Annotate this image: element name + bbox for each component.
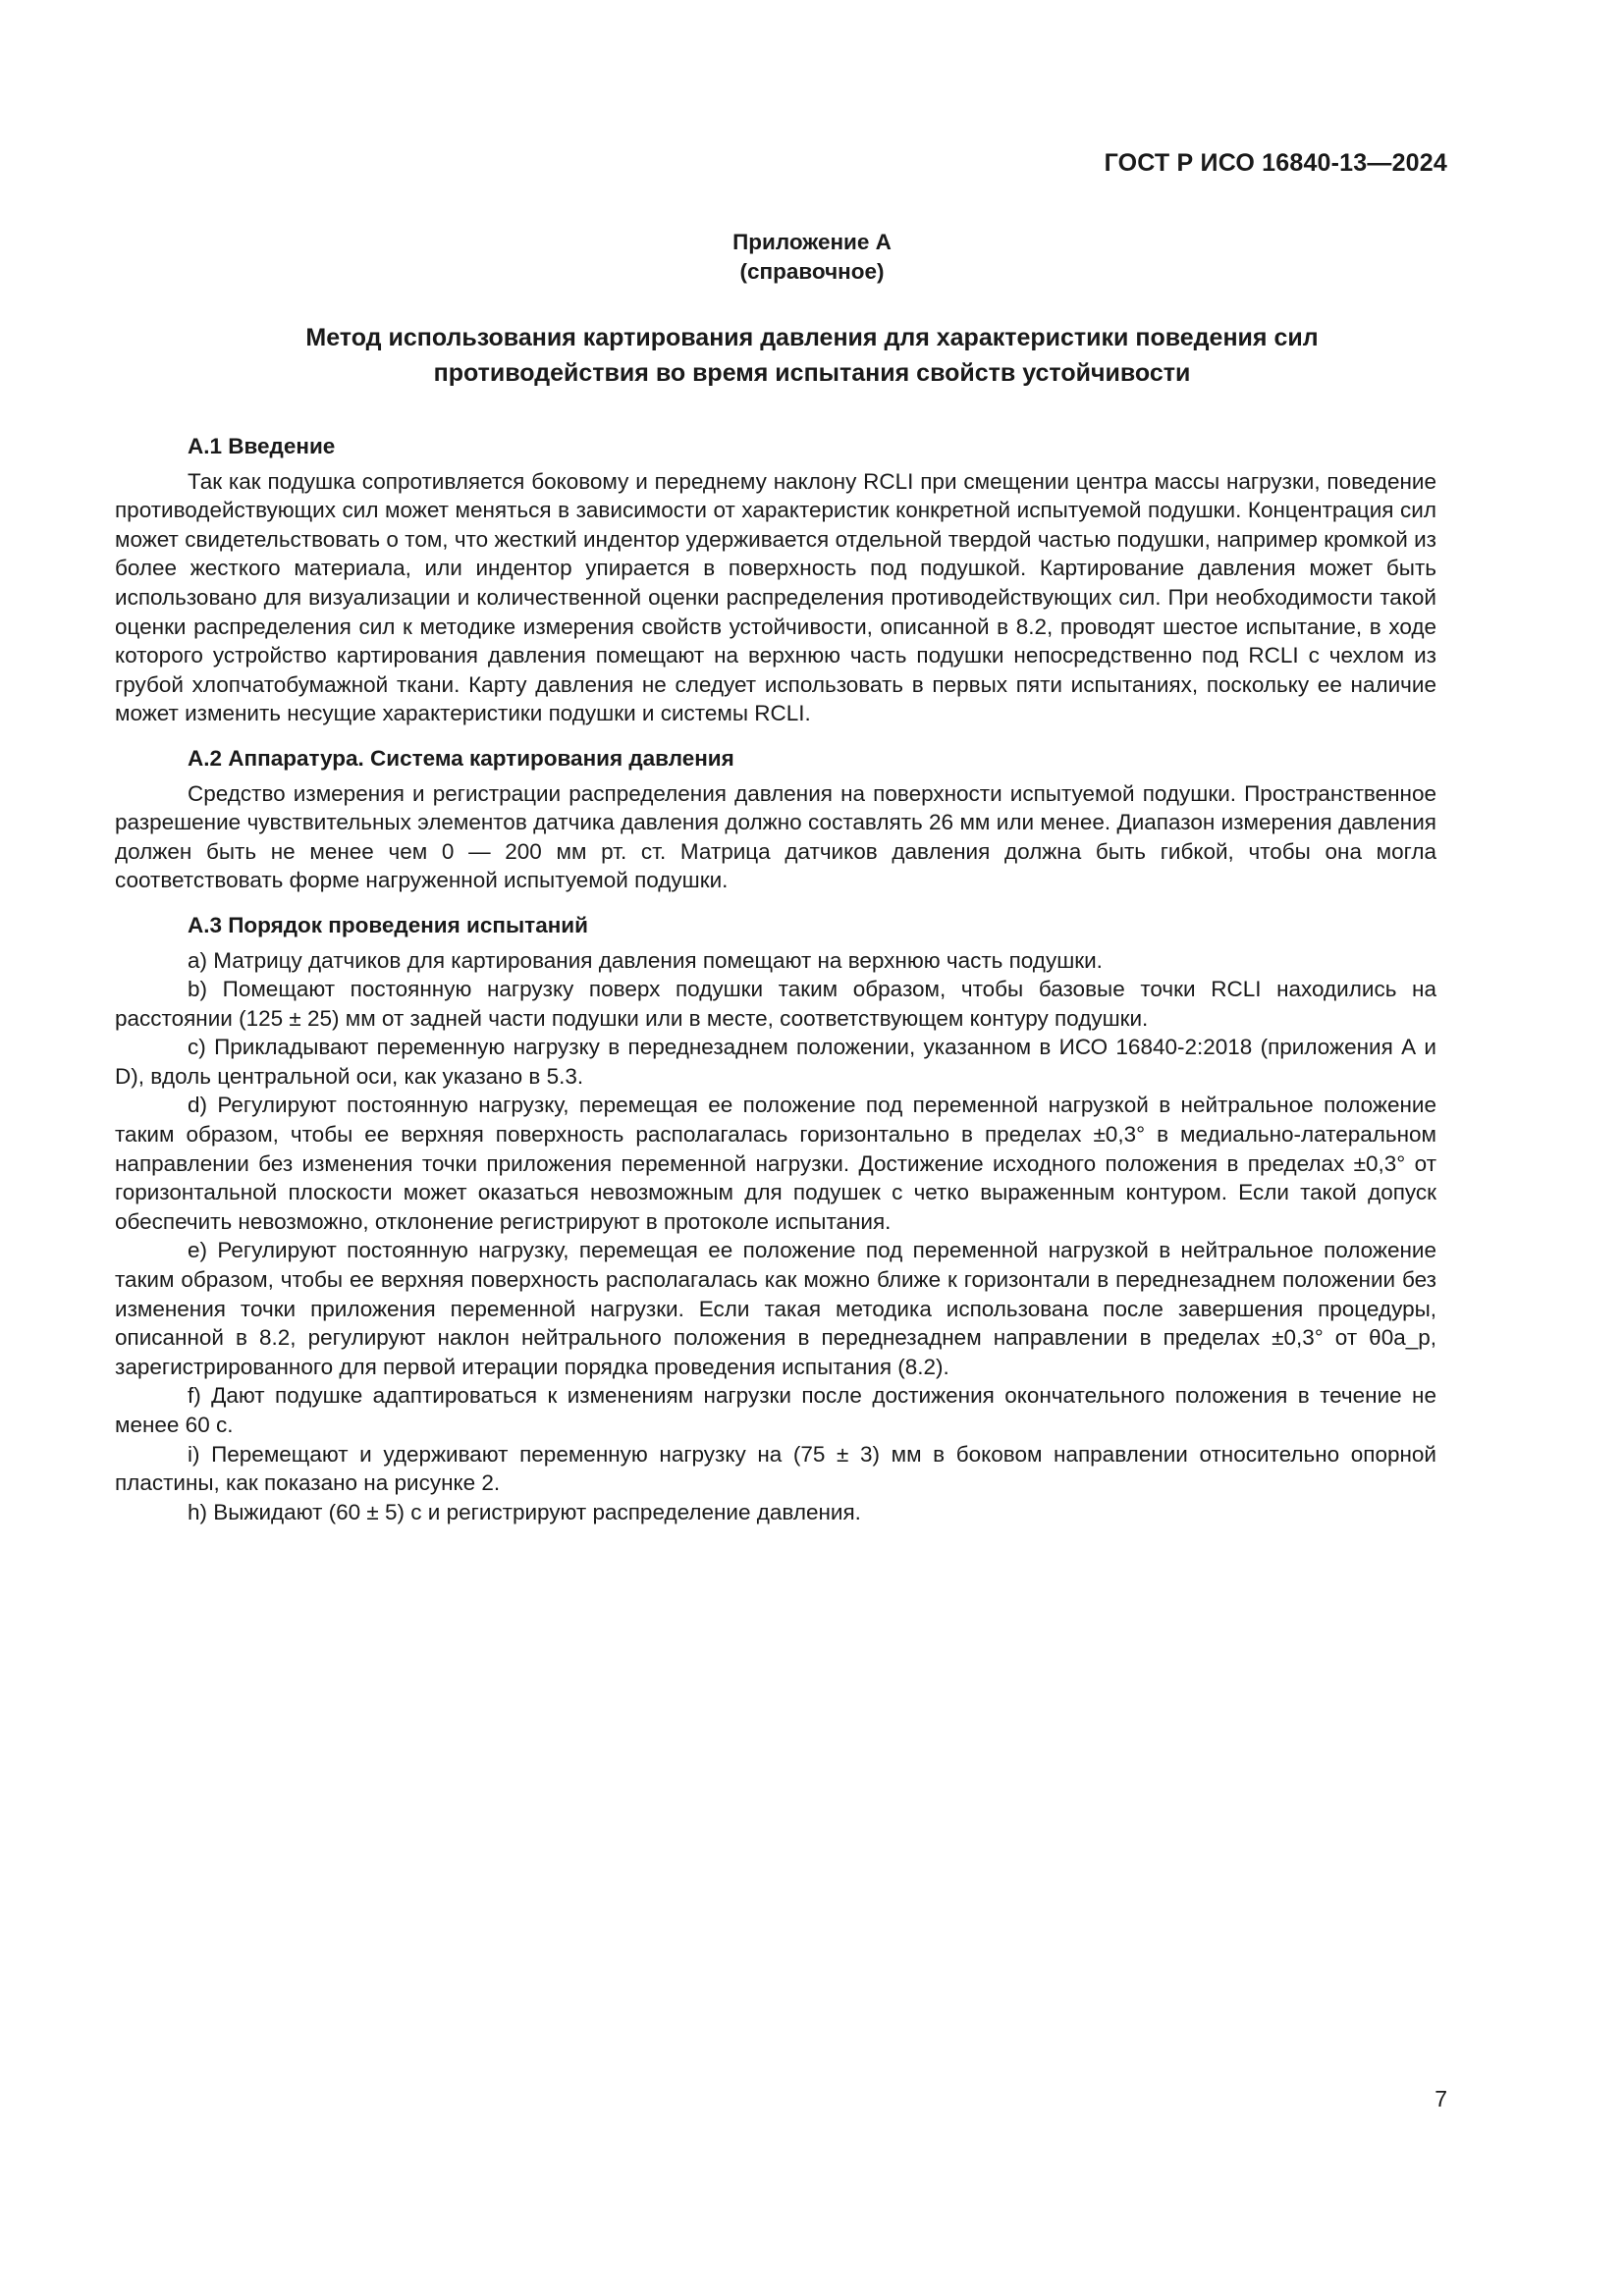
section-heading: А.2 Аппаратура. Система картирования давления (188, 745, 734, 771)
annex-label: Приложение А (732, 230, 892, 254)
annex-title-line-2: противодействия во время испытания свойств устойчивости (433, 359, 1191, 387)
procedure-step-h: h) Выжидают (60 ± 5) с и регистрируют распределение давления. (188, 1499, 861, 1524)
procedure-step-b: b) Помещают постоянную нагрузку поверх подушки таким образом, чтобы базовые точки RCLI находились на расстоянии (125 ± 25) мм от задней части подушки или в месте, соответствующем контуру подушки. (115, 977, 1436, 1031)
annex-title-line-1: Метод использования картирования давления для характеристики поведения сил (305, 324, 1319, 351)
procedure-step-i: i) Перемещают и удерживают переменную нагрузку на (75 ± 3) мм в боковом направлении относительно опорной пластины, как показано на рисунке 2. (115, 1441, 1436, 1496)
procedure-step-f: f) Дают подушке адаптироваться к изменениям нагрузки после достижения окончательного положения в течение не менее 60 с. (115, 1383, 1436, 1437)
section-introduction (115, 432, 1436, 728)
procedure-step-a: a) Матрицу датчиков для картирования давления помещают на верхнюю часть подушки. (188, 947, 1103, 973)
paragraph: Средство измерения и регистрации распределения давления на поверхности испытуемой подушки. Пространственное разрешение чувствительных элементов датчика давления должно составлять 26 мм или менее. Диапазон измерения давления должен быть не менее чем 0 — 200 мм рт. ст. Матрица датчиков давления должна быть гибкой, чтобы она могла соответствовать форме нагруженной испытуемой подушки. (115, 780, 1436, 893)
section-heading: А.1 Введение (188, 434, 336, 458)
document-code: ГОСТ Р ИСО 16840-13—2024 (1104, 149, 1447, 177)
section-heading: А.3 Порядок проведения испытаний (188, 912, 588, 937)
section-apparatus (115, 744, 1436, 895)
procedure-step-e: e) Регулируют постоянную нагрузку, перемещая ее положение под переменной нагрузкой в нейтральное положение таким образом, чтобы ее верхняя поверхность располагалась как можно ближе к горизонтали в переднезаднем положении без изменения точки приложения переменной нагрузки. Если такая методика использована после завершения процедуры, описанной в 8.2, регулируют наклон нейтрального положения в переднезаднем направлении в пределах ±0,3° от θ0a_p, зарегистрированного для первой итерации порядка проведения испытания (8.2). (115, 1238, 1436, 1379)
annex-type: (справочное) (739, 259, 885, 284)
procedure-step-d: d) Регулируют постоянную нагрузку, перемещая ее положение под переменной нагрузкой в нейтральное положение таким образом, чтобы ее верхняя поверхность располагалась горизонтально в пределах ±0,3° в медиально-латеральном направлении без изменения точки приложения переменной нагрузки. Достижение исходного положения в пределах ±0,3° от горизонтальной плоскости может оказаться невозможным для подушек с четко выраженным контуром. Если такой допуск обеспечить невозможно, отклонение регистрируют в протоколе испытания. (115, 1093, 1436, 1234)
page-number: 7 (1435, 2086, 1447, 2111)
procedure-step-c: c) Прикладывают переменную нагрузку в переднезаднем положении, указанном в ИСО 16840-2:2018 (приложения А и D), вдоль центральной оси, как указано в 5.3. (115, 1035, 1436, 1089)
paragraph: Так как подушка сопротивляется боковому и переднему наклону RCLI при смещении центра массы нагрузки, поведение противодействующих сил может меняться в зависимости от характеристик конкретной испытуемой подушки. Концентрация сил может свидетельствовать о том, что жесткий индентор удерживается отдельной твердой частью подушки, например кромкой из более жесткого материала, или индентор упирается в поверхность под подушкой. Картирование давления может быть использовано для визуализации и количественной оценки распределения противодействующих сил. При необходимости такой оценки распределения сил к методике измерения свойств устойчивости, описанной в 8.2, проводят шестое испытание, в ходе которого устройство картирования давления помещают на верхнюю часть подушки непосредственно под RCLI с чехлом из грубой хлопчатобумажной ткани. Карту давления не следует использовать в первых пяти испытаниях, поскольку ее наличие может изменить несущие характеристики подушки и системы RCLI. (115, 468, 1436, 726)
section-procedure (115, 911, 1436, 1526)
annex-title (196, 320, 1428, 391)
document-body (115, 432, 1436, 1542)
annex-heading (0, 228, 1624, 287)
